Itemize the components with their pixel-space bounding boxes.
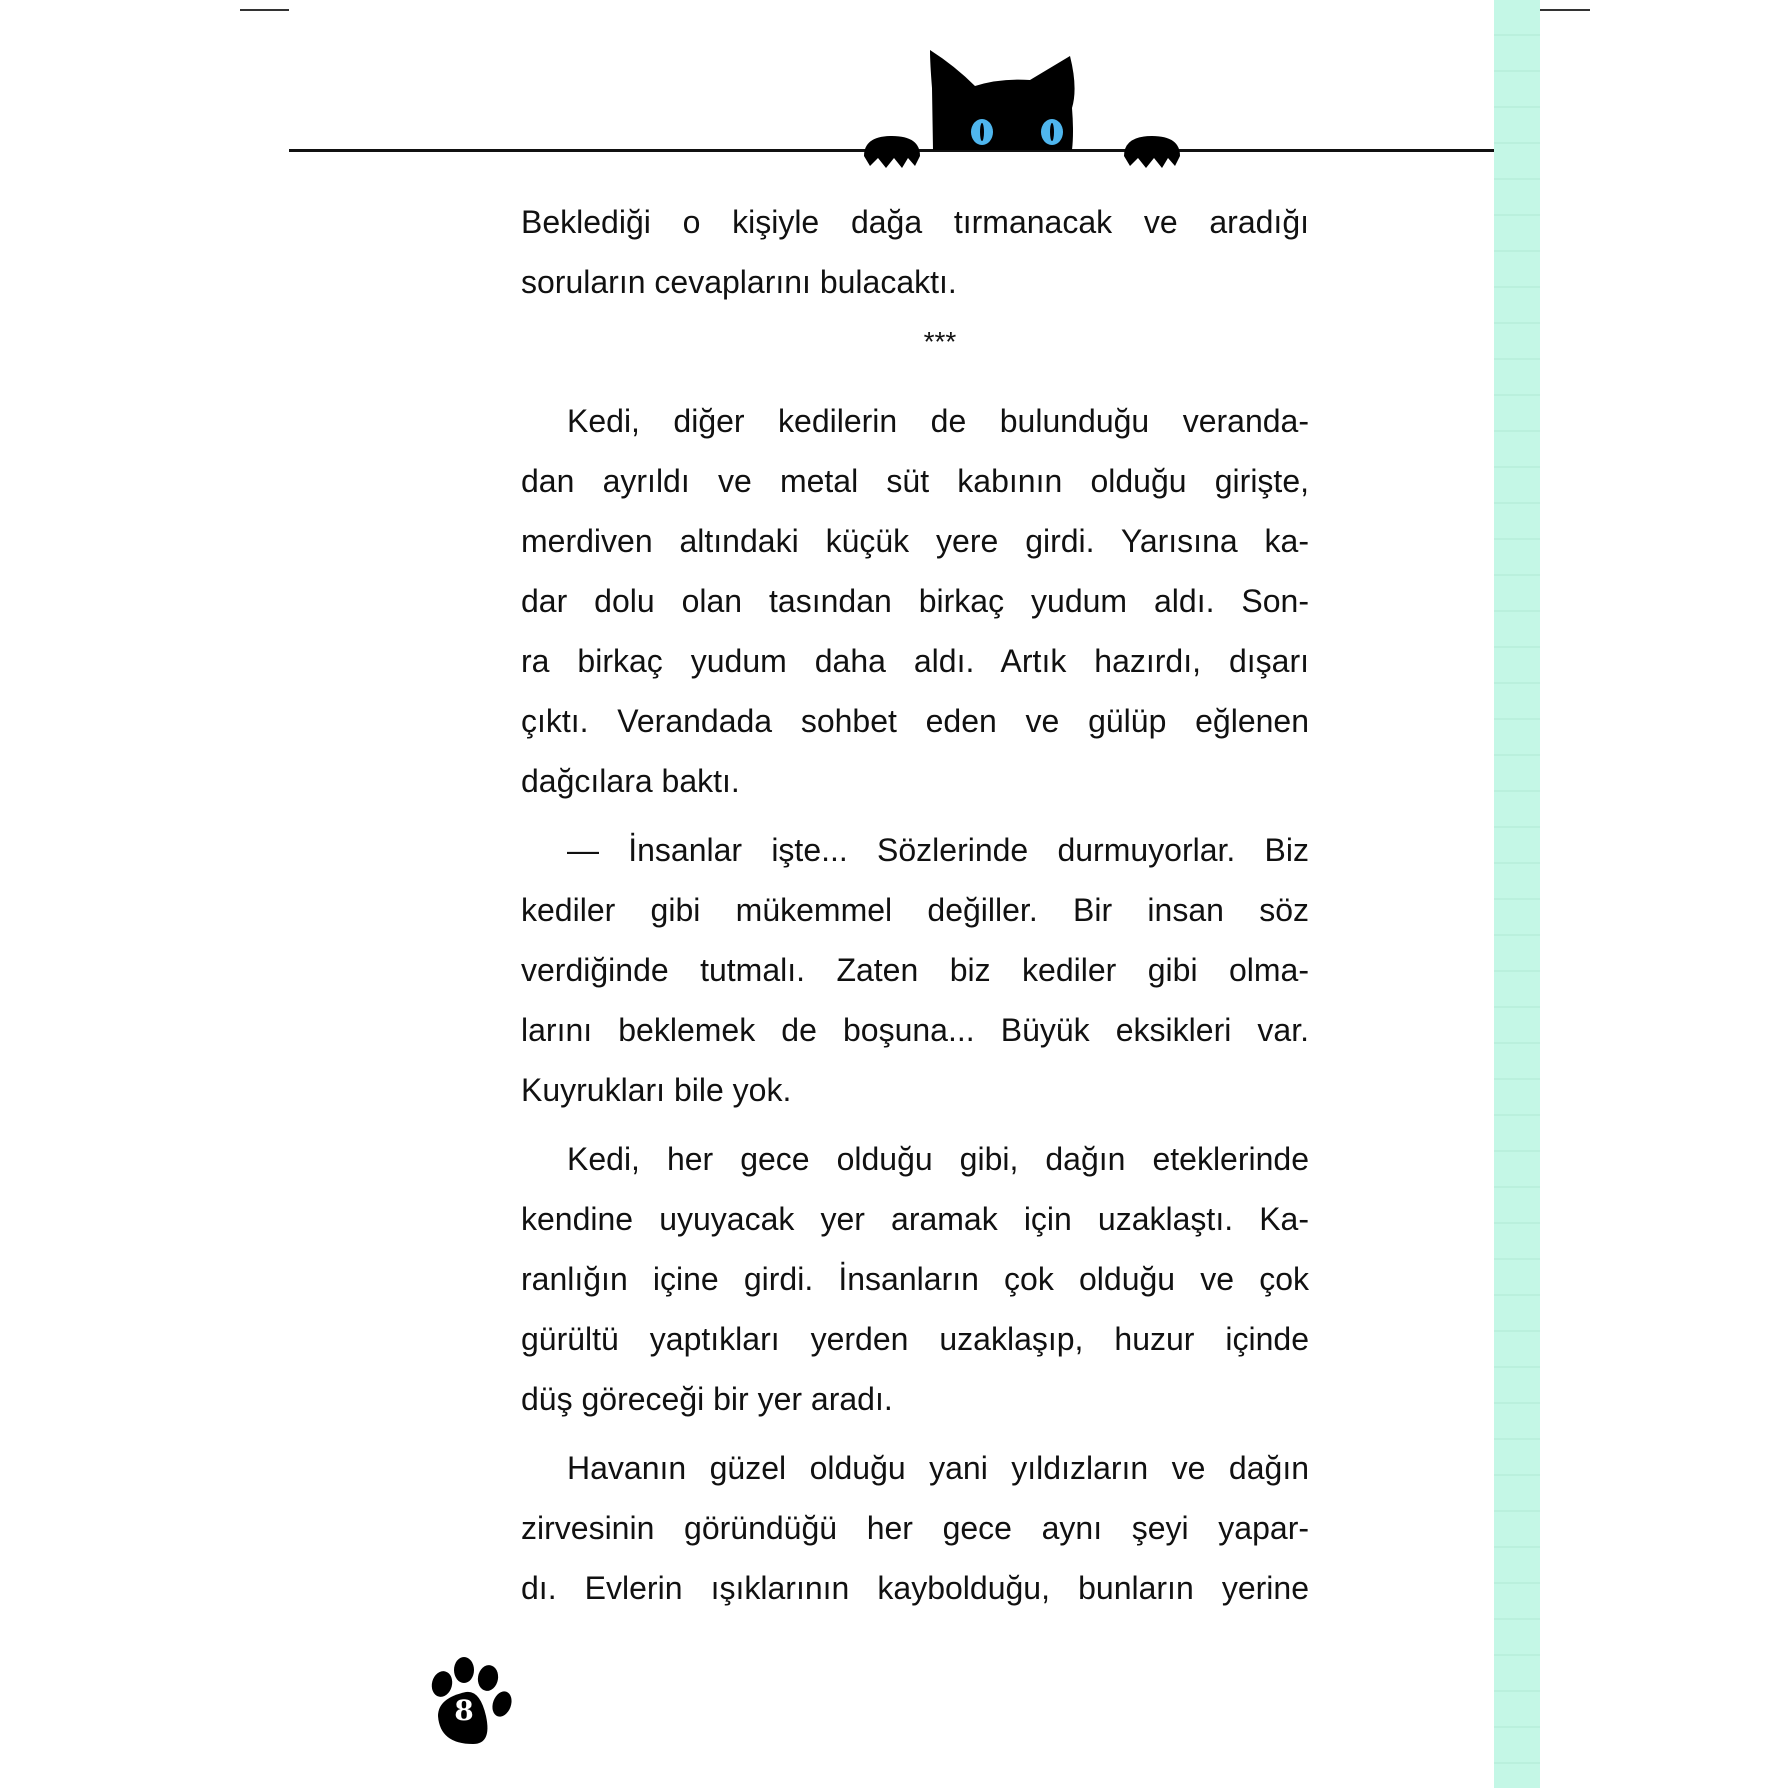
paragraph	[521, 820, 1309, 1120]
peeking-cat-icon	[860, 48, 1190, 168]
text-line: dı. Evlerin ışıklarının kaybolduğu, bunların yerine	[521, 1570, 1309, 1606]
section-separator: ***	[923, 326, 957, 357]
crop-mark-right	[1540, 9, 1590, 11]
text-line: merdiven altındaki küçük yere girdi. Yarısına ka-	[521, 523, 1309, 559]
text-line: çıktı. Verandada sohbet eden ve gülüp eğlenen	[521, 703, 1309, 739]
text-line: ranlığın içine girdi. İnsanların çok olduğu ve çok	[521, 1261, 1309, 1297]
text-line: soruların cevaplarını bulacaktı.	[521, 264, 957, 300]
text-line: dağcılara baktı.	[521, 763, 740, 799]
text-line: verdiğinde tutmalı. Zaten biz kediler gibi olma-	[521, 952, 1309, 988]
text-line: Kedi, diğer kedilerin de bulunduğu veranda-	[567, 403, 1309, 439]
text-line: larını beklemek de boşuna... Büyük eksikleri var.	[521, 1012, 1309, 1048]
text-line: zirvesinin göründüğü her gece aynı şeyi yapar-	[521, 1510, 1309, 1546]
text-line: kendine uyuyacak yer aramak için uzaklaştı. Ka-	[521, 1201, 1309, 1237]
text-line: düş göreceği bir yer aradı.	[521, 1381, 893, 1417]
text-line: Kuyrukları bile yok.	[521, 1072, 792, 1108]
text-line: gürültü yaptıkları yerden uzaklaşıp, huzur içinde	[521, 1321, 1309, 1357]
text-line: Kedi, her gece olduğu gibi, dağın eteklerinde	[567, 1141, 1309, 1177]
paragraph	[521, 192, 1309, 312]
paragraph	[521, 391, 1309, 811]
paragraph	[521, 1129, 1309, 1429]
page-number: 8	[454, 1694, 474, 1727]
text-line: dan ayrıldı ve metal süt kabının olduğu girişte,	[521, 463, 1309, 499]
text-line: ra birkaç yudum daha aldı. Artık hazırdı, dışarı	[521, 643, 1309, 679]
body-text	[521, 192, 1309, 1618]
accent-strip	[1494, 0, 1540, 1788]
text-line: — İnsanlar işte... Sözlerinde durmuyorlar. Biz	[567, 832, 1309, 868]
text-line: kediler gibi mükemmel değiller. Bir insan söz	[521, 892, 1309, 928]
text-line: dar dolu olan tasından birkaç yudum aldı. Son-	[521, 583, 1309, 619]
paragraph	[521, 1438, 1309, 1618]
text-line: Beklediği o kişiyle dağa tırmanacak ve aradığı	[521, 204, 1309, 240]
text-line: Havanın güzel olduğu yani yıldızların ve dağın	[567, 1450, 1309, 1486]
crop-mark-left	[240, 9, 289, 11]
